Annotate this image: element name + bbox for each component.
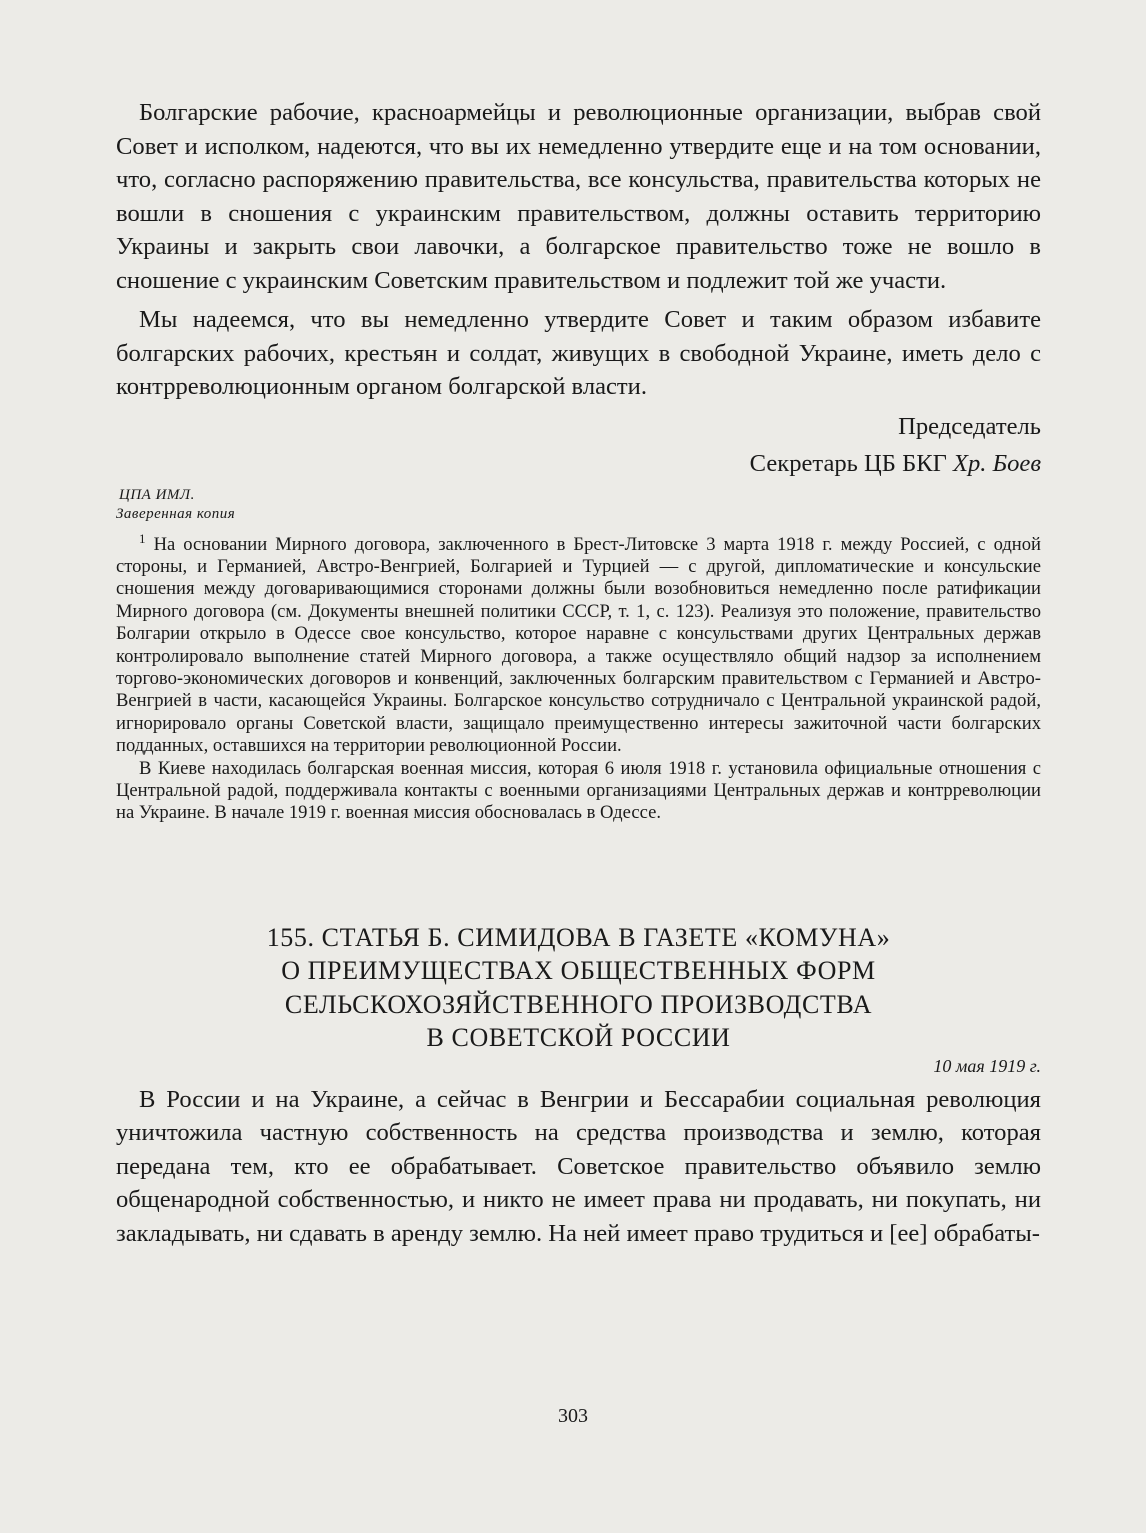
letter-paragraph-2: Мы надеемся, что вы немедленно утвердите Совет и таким образом избавите болгарских рабочих, крестьян и солдат, живущих в свободной Украине, иметь дело с контрреволюционным органом болгарской власти. <box>116 306 1041 400</box>
heading-line: О ПРЕИМУЩЕСТВАХ ОБЩЕСТВЕННЫХ ФОРМ <box>281 956 876 986</box>
footnote-paragraph-2: В Киеве находилась болгарская военная миссия, которая 6 июля 1918 г. установила официальные отношения с Центральной радой, поддерживала контакты с военными организациями Центральных держав и контрреволюции на Украине. В начале 1919 г. военная миссия обосновалась в Одессе. <box>116 757 1041 824</box>
signature-secretary <box>116 445 1041 482</box>
article-date: 10 мая 1919 г. <box>933 1055 1041 1076</box>
heading-line: СЕЛЬСКОХОЗЯЙСТВЕННОГО ПРОИЗВОДСТВА <box>284 989 873 1019</box>
footnote-paragraph-1 <box>116 530 1042 758</box>
secretary-name: Хр. Боев <box>952 449 1041 477</box>
secretary-label: Секретарь ЦБ БКГ <box>749 449 947 477</box>
article-body: В России и на Украине, а сейчас в Венгрии и Бессарабии социальная революция уничтожила частную собственность на средства производства и землю, которая передана тем, кто ее обрабатывает. Советское правительство объявило землю общенародной собственностью, и никто не имеет права ни продавать, ни покупать, ни закладывать, ни сдавать в аренду землю. На ней имеет право трудиться и [ее] обрабаты- <box>116 1085 1041 1247</box>
footnote-text-1: На основании Мирного договора, заключенного в Брест-Литовске 3 марта 1918 г. между Россией, с одной стороны, и Германией, Австро-Венгрией, Болгарией и Турцией — с другой, дипломатические и консульские сношения между договаривающимися сторонами должны были возобновиться немедленно после ратификации Мирного договора (см. Документы внешней политики СССР, т. 1, с. 123). Реализуя это положение, правительство Болгарии открыло в Одессе свое консульство, которое наравне с консульствами других Центральных держав контролировало выполнение статей Мирного договора, а также осуществляло общий надзор за исполнением торгово-экономических договоров и конвенций, заключенных болгарским правительством с Германией и Австро-Венгрией в части, касающейся Украины. Болгарское консульство сотрудничало с Центральной украинской радой, игнорировало органы Советской власти, защищало преимущественно интересы зажиточной части болгарских подданных, оставшихся на территории революционной России. <box>116 533 1042 757</box>
source-copy: Заверенная копия <box>116 505 236 522</box>
signature-chairman: Председатель <box>898 412 1041 440</box>
archive-source <box>116 486 1041 524</box>
heading-line: В СОВЕТСКОЙ РОССИИ <box>426 1023 731 1053</box>
source-archive: ЦПА ИМЛ. <box>119 486 195 503</box>
article-heading <box>116 921 1041 1055</box>
footnote-marker: 1 <box>139 530 146 546</box>
letter-paragraph-1: Болгарские рабочие, красноармейцы и революционные организации, выбрав свой Совет и исполком, надеются, что вы их немедленно утвердите еще и на том основании, что, согласно распоряжению правительства, все консульства, правительства которых не вошли в сношения с украинским правительством, должны оставить территорию Украины и закрыть свои лавочки, а болгарское правительство тоже не вошло в сношение с украинским Советским правительством и подлежит той же участи. <box>116 99 1041 294</box>
heading-line: 155. СТАТЬЯ Б. СИМИДОВА В ГАЗЕТЕ «КОМУНА» <box>266 922 891 952</box>
page-content <box>116 96 1041 1250</box>
page-number: 303 <box>558 1405 588 1427</box>
